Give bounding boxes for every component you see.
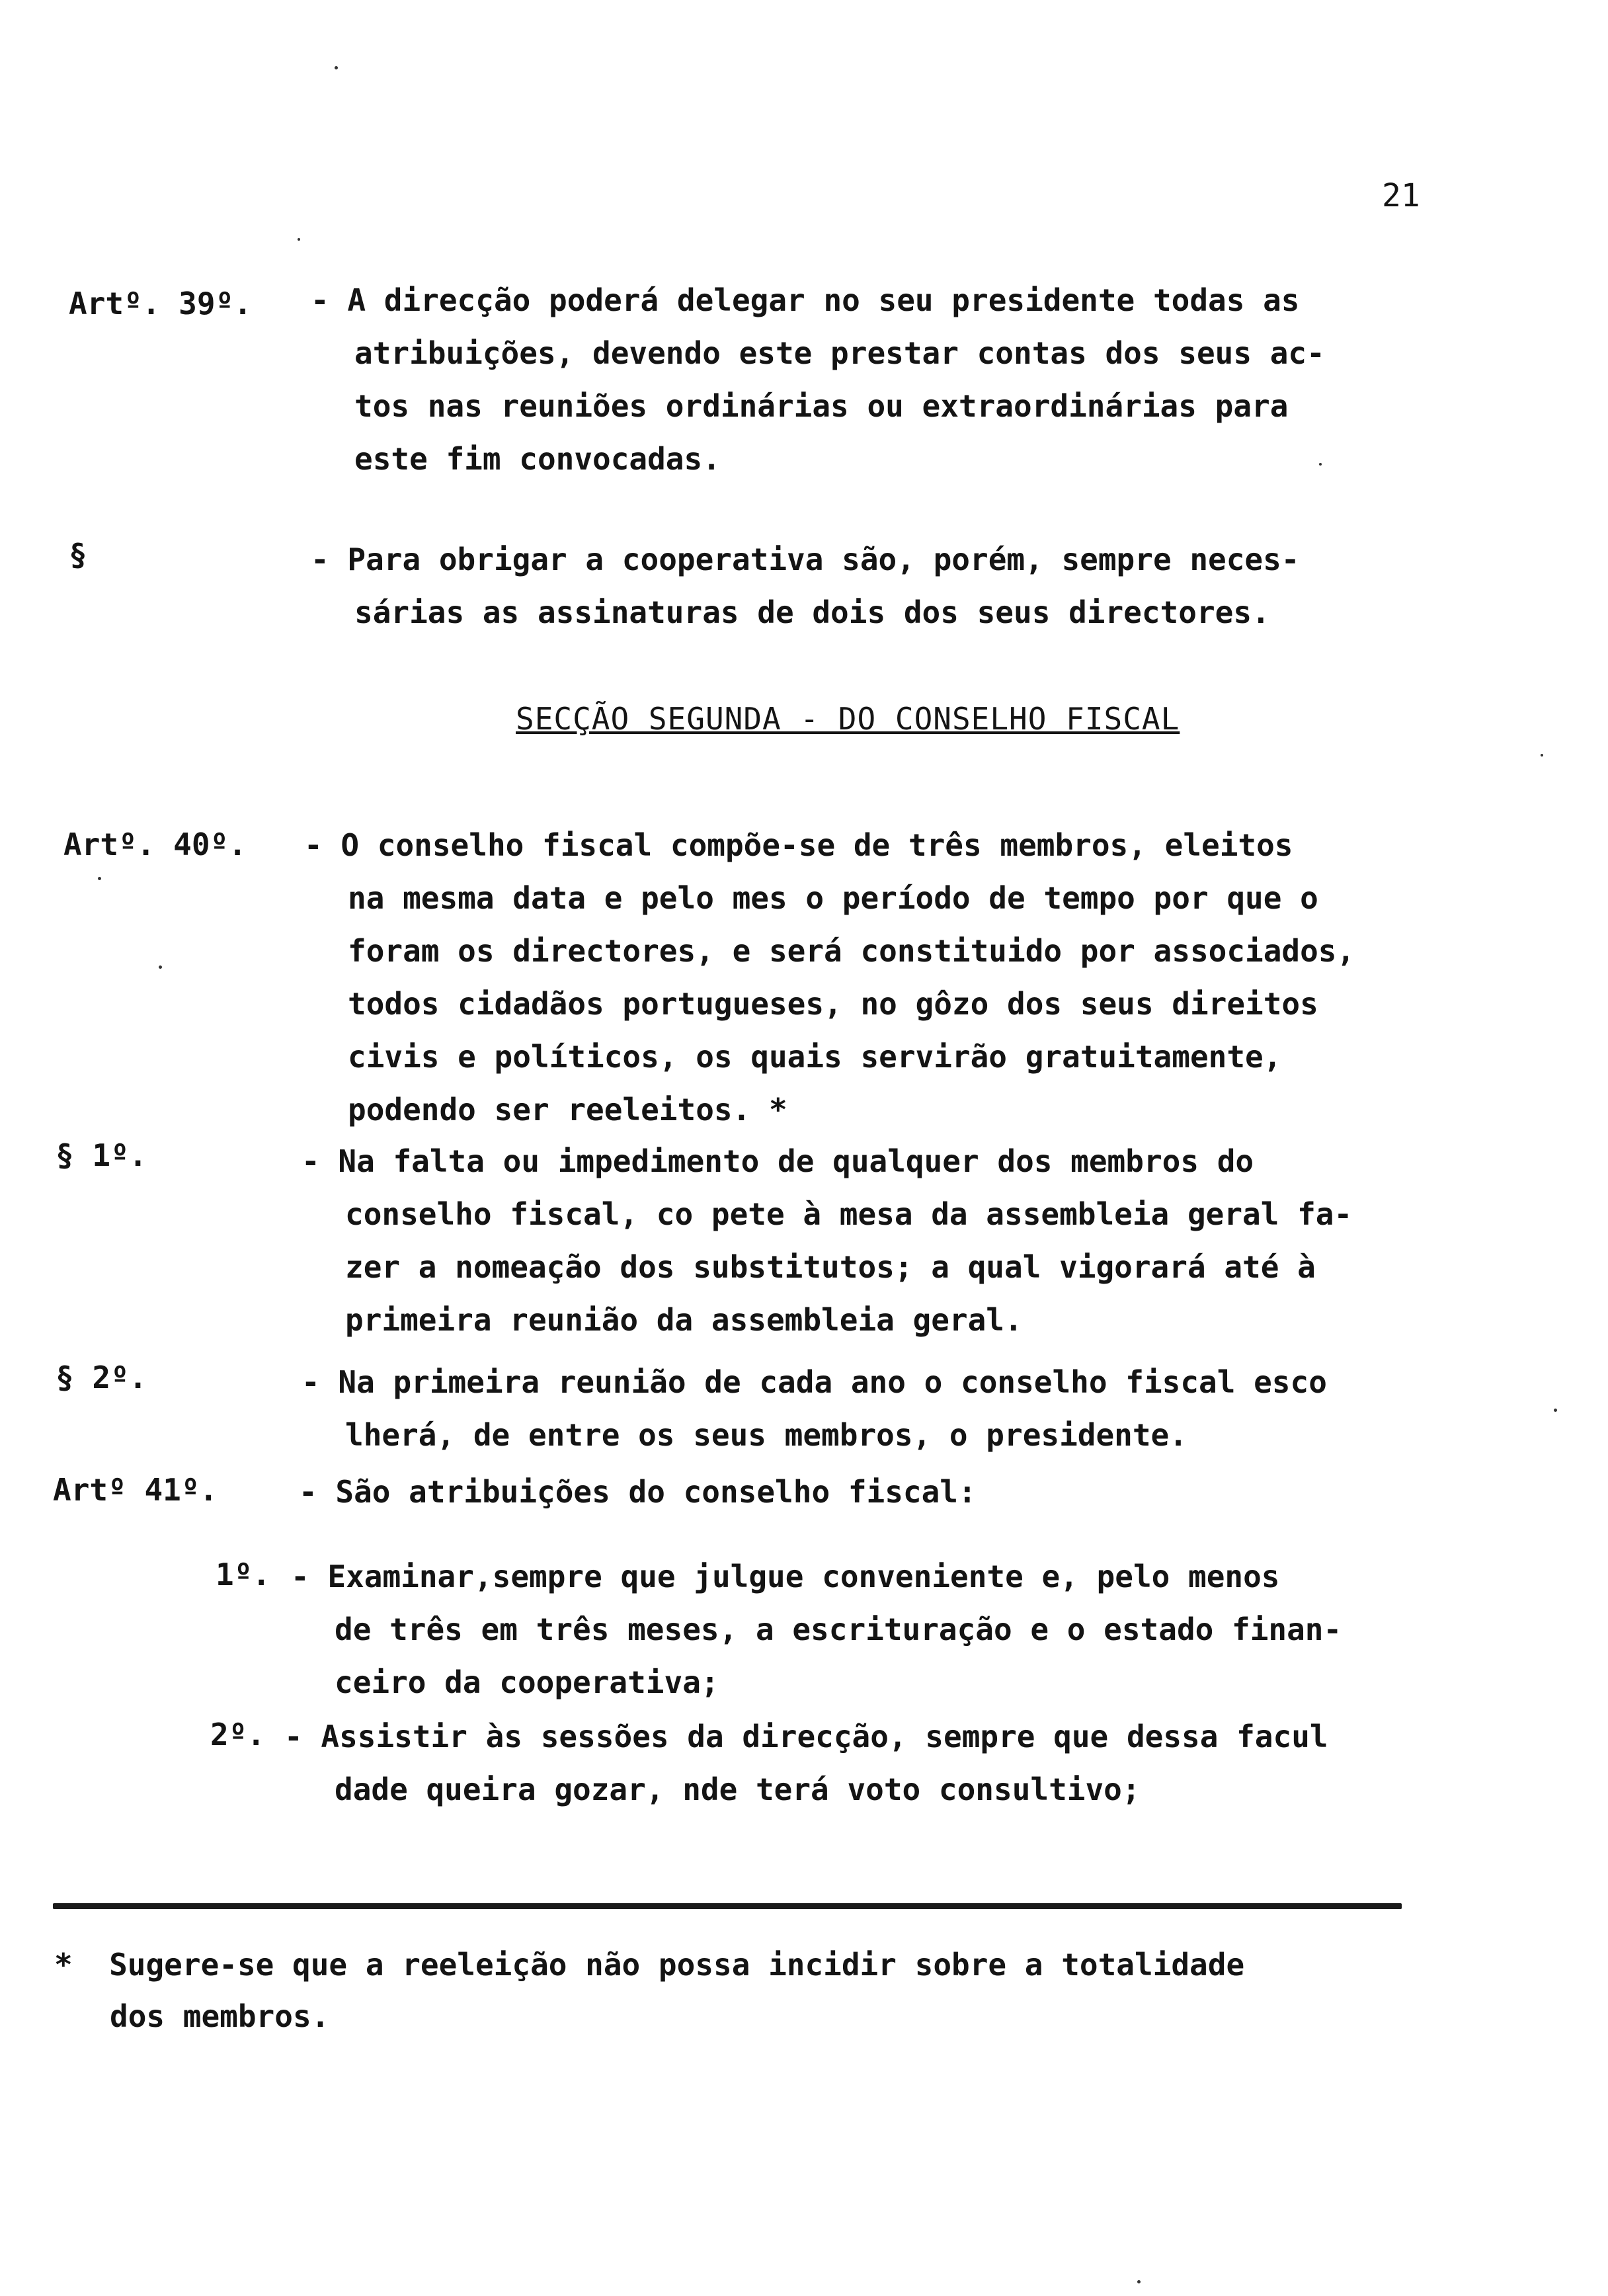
text-line: zer a nomeação dos substitutos; a qual vigorará até à	[345, 1249, 1316, 1285]
article-39-text	[311, 274, 1325, 485]
text-line: - Examinar,sempre que julgue conveniente e, pelo menos	[291, 1559, 1280, 1594]
text-line: sárias as assinaturas de dois dos seus directores.	[354, 594, 1270, 630]
scan-speck	[1554, 1409, 1557, 1412]
scan-speck	[1319, 463, 1322, 466]
article-41-text	[299, 1465, 977, 1518]
text-line: de três em três meses, a escrituração e o estado finan-	[335, 1612, 1342, 1647]
text-line: Sugere-se que a reeleição não possa incidir sobre a totalidade	[109, 1947, 1245, 1983]
text-line: - Na falta ou impedimento de qualquer dos membros do	[302, 1143, 1254, 1179]
text-line: - Assistir às sessões da direcção, sempre que dessa facul	[284, 1719, 1328, 1754]
text-line: - São atribuições do conselho fiscal:	[299, 1474, 977, 1510]
scan-speck	[1541, 754, 1543, 757]
article-39-label: Artº. 39º.	[69, 286, 252, 321]
text-line: - O conselho fiscal compõe-se de três membros, eleitos	[304, 827, 1293, 863]
text-line: - A direcção poderá delegar no seu presidente todas as	[311, 282, 1300, 318]
scan-speck	[298, 238, 300, 241]
article-41-label: Artº 41º.	[53, 1472, 218, 1508]
footnote-marker: *	[54, 1947, 73, 1983]
text-line: dade queira gozar, nde terá voto consultivo;	[335, 1772, 1141, 1807]
page-number: 21	[1382, 177, 1420, 214]
article-41-item-2-label: 2º.	[210, 1717, 266, 1752]
text-line: ceiro da cooperativa;	[335, 1664, 719, 1700]
text-line: primeira reunião da assembleia geral.	[345, 1302, 1023, 1338]
scan-speck	[98, 877, 101, 880]
text-line: - Para obrigar a cooperativa são, porém, sempre neces-	[311, 542, 1300, 577]
scan-speck	[159, 965, 162, 969]
article-41-item-2-text	[284, 1710, 1328, 1816]
scan-speck	[1137, 2280, 1141, 2283]
article-39-paragraph-text	[311, 533, 1300, 639]
footnote-separator-line	[53, 1903, 1402, 1909]
article-40-label: Artº. 40º.	[63, 827, 247, 862]
article-40-paragraph-2-label: § 2º.	[56, 1360, 147, 1395]
text-line: dos membros.	[110, 1998, 330, 2034]
article-40-paragraph-2-text	[302, 1356, 1327, 1461]
text-line: - Na primeira reunião de cada ano o conselho fiscal esco	[302, 1364, 1327, 1400]
text-line: atribuições, devendo este prestar contas dos seus ac-	[354, 335, 1325, 371]
text-line: tos nas reuniões ordinárias ou extraordinárias para	[354, 388, 1289, 424]
text-line: civis e políticos, os quais servirão gratuitamente,	[348, 1039, 1282, 1075]
article-41-item-1-text	[291, 1550, 1342, 1709]
article-40-paragraph-1-text	[302, 1135, 1352, 1346]
text-line: foram os directores, e será constituido por associados,	[348, 933, 1355, 969]
scan-speck	[335, 66, 338, 69]
footnote	[54, 1939, 1244, 2042]
text-line: podendo ser reeleitos. *	[348, 1092, 787, 1128]
article-40-paragraph-1-label: § 1º.	[56, 1137, 147, 1173]
section-heading: SECÇÃO SEGUNDA - DO CONSELHO FISCAL	[516, 701, 1180, 737]
text-line: conselho fiscal, co pete à mesa da assembleia geral fa-	[345, 1196, 1353, 1232]
footnote-line-1	[54, 1939, 1244, 1990]
text-line: todos cidadãos portugueses, no gôzo dos seus direitos	[348, 986, 1318, 1022]
text-line: na mesma data e pelo mes o período de tempo por que o	[348, 880, 1318, 916]
article-40-text	[304, 819, 1355, 1136]
text-line: este fim convocadas.	[354, 441, 721, 477]
article-39-paragraph-label: §	[69, 537, 87, 573]
article-41-item-1-label: 1º.	[216, 1557, 271, 1592]
text-line: lherá, de entre os seus membros, o presidente.	[345, 1417, 1187, 1453]
